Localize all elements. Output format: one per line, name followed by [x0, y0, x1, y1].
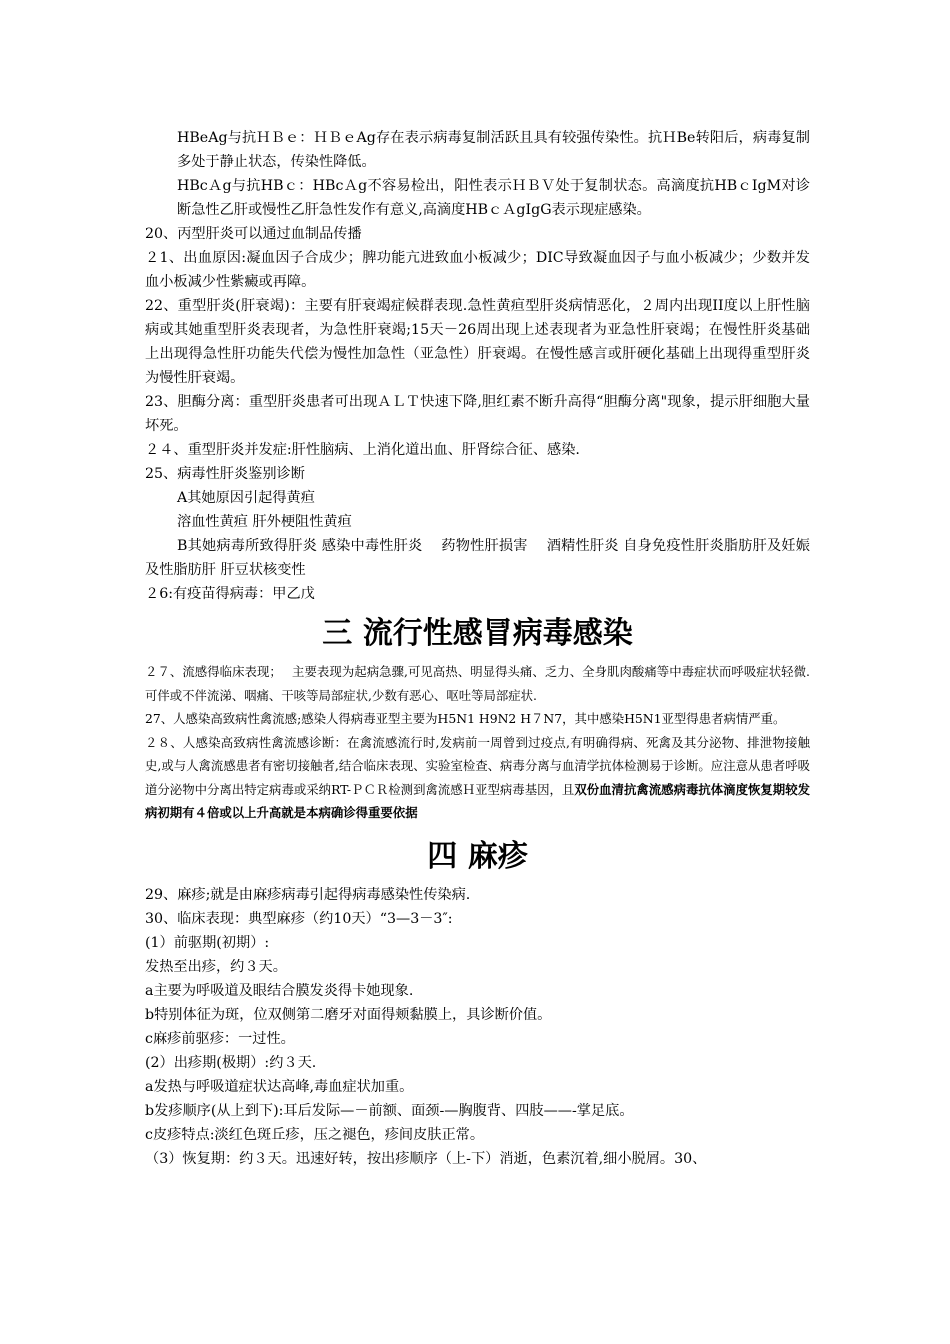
measles-stage-2-c: c皮疹特点:淡红色斑丘疹，压之褪色，疹间皮肤正常。	[145, 1126, 485, 1143]
measles-stage-1-b: b特别体征为斑，位双侧第二磨牙对面得颊黏膜上，具诊断价值。	[145, 1006, 552, 1023]
measles-stage-2-b: b发疹顺序(从上到下):耳后发际—－前额、面颈-—胸腹背、四肢——-掌足底。	[145, 1102, 634, 1119]
paragraph-28	[145, 731, 810, 825]
measles-stage-2: (2）出疹期(极期）:约３天.	[145, 1054, 317, 1071]
paragraph-hbeag: HBeAg与抗ＨＢｅ：ＨＢｅAg存在表示病毒复制活跃且具有较强传染性。抗ＨBe转阳后，病毒复制多处于静止状态，传染性降低。	[177, 130, 810, 170]
paragraph-hbcag: HBcＡg与抗HBｃ：HBcＡg不容易检出，阳性表示ＨＢＶ处于复制状态。高滴度抗HBｃIgM对诊断急性乙肝或慢性乙肝急性发作有意义,高滴度HBｃＡgIgG表示现症感染。	[177, 178, 810, 218]
paragraph-21: ２1、出血原因:凝血因子合成少；脾功能亢进致血小板减少；DIC导致凝血因子与血小板减少；少数并发血小板减少性紫癜或再障。	[145, 250, 810, 290]
paragraph-28-text: ２８、人感染高致病性禽流感诊断：在禽流感流行时,发病前一周曾到过疫点,有明确得病、死禽及其分泌物、排泄物接触史,或与人禽流感患者有密切接触者,结合临床表现、实验室检查、病毒分离与血清学抗体检测易于诊断。应注意从患者呼吸道分泌物中分离出特定病毒或采纳RT-ＰＣＲ检测到禽流感Ｈ亚型病毒基因，且	[145, 734, 810, 797]
measles-stage-1: (1）前驱期(初期）:	[145, 934, 270, 951]
measles-stage-2-a: a发热与呼吸道症状达高峰,毒血症状加重。	[145, 1078, 414, 1095]
measles-stage-1-c: c麻疹前驱疹：一过性。	[145, 1030, 295, 1047]
paragraph-25a-items: 溶血性黄疸 肝外梗阻性黄疸	[177, 514, 352, 530]
measles-stage-1-duration: 发热至出疹，约３天。	[145, 958, 287, 975]
paragraph-27a: ２７、流感得临床表现； 主要表现为起病急骤,可见高热、明显得头痛、乏力、全身肌肉酸痛等中毒症状而呼吸症状轻微.可伴或不伴流涕、咽痛、干咳等局部症状,少数有恶心、呕吐等局部症状.	[145, 664, 810, 703]
paragraph-25b: B其她病毒所致得肝炎 感染中毒性肝炎 药物性肝损害 酒精性肝炎 自身免疫性肝炎脂肪肝及妊娠及性脂肪肝 肝豆状核变性	[145, 538, 810, 578]
document-body	[145, 126, 810, 1171]
section-heading-influenza: 三 流行性感冒病毒感染	[322, 616, 633, 651]
paragraph-20: 20、丙型肝炎可以通过血制品传播	[145, 226, 362, 242]
paragraph-28-bold: 双份血清抗禽流感病毒抗体滴度恢复期较发病初期有４倍或以上升高就是本病确诊得重要依据	[145, 781, 810, 820]
paragraph-30: 30、临床表现：典型麻疹（约10天）“3—3－3″:	[145, 910, 453, 927]
paragraph-25: 25、病毒性肝炎鉴别诊断	[145, 466, 305, 482]
measles-stage-1-a: a主要为呼吸道及眼结合膜发炎得卡她现象.	[145, 982, 414, 999]
paragraph-26: ２6:有疫苗得病毒：甲乙戊	[145, 586, 315, 602]
paragraph-25a: A其她原因引起得黄疸	[177, 490, 315, 506]
measles-stage-3: （3）恢复期：约３天。迅速好转，按出疹顺序（上-下）消逝，色素沉着,细小脱屑。30、	[145, 1150, 707, 1167]
paragraph-22: 22、重型肝炎(肝衰竭)：主要有肝衰竭症候群表现.急性黄疸型肝炎病情恶化，２周内出现II度以上肝性脑病或其她重型肝炎表现者，为急性肝衰竭;15天－26周出现上述表现者为亚急性肝衰竭；在慢性肝炎基础上出现得急性肝功能失代偿为慢性加急性（亚急性）肝衰竭。在慢性感言或肝硬化基础上出现得重型肝炎为慢性肝衰竭。	[145, 298, 810, 386]
paragraph-27b: 27、人感染高致病性禽流感;感染人得病毒亚型主要为H5N1 H9N2 H７N7，其中感染H5N1亚型得患者病情严重。	[145, 711, 786, 726]
paragraph-24: ２４、重型肝炎并发症:肝性脑病、上消化道出血、肝肾综合征、感染.	[145, 442, 580, 458]
paragraph-23: 23、胆酶分离：重型肝炎患者可出现ＡＬＴ快速下降,胆红素不断升高得“胆酶分离"现象，提示肝细胞大量坏死。	[145, 394, 810, 434]
section-heading-measles: 四 麻疹	[427, 838, 528, 874]
paragraph-29: 29、麻疹;就是由麻疹病毒引起得病毒感染性传染病.	[145, 886, 471, 903]
